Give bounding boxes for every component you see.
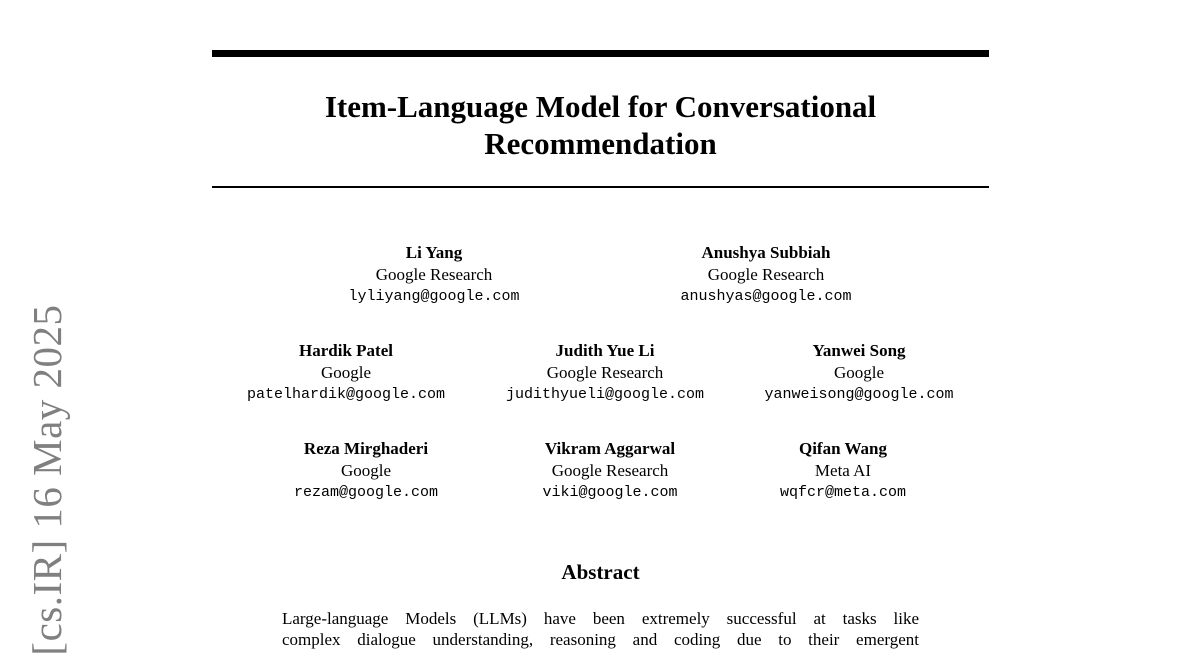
author-block	[465, 340, 745, 406]
author-name: Yanwei Song	[812, 341, 906, 360]
author-name: Hardik Patel	[299, 341, 393, 360]
author-name: Judith Yue Li	[555, 341, 655, 360]
author-affiliation: Meta AI	[814, 461, 872, 480]
author-affiliation: Google	[340, 461, 392, 480]
author-block	[719, 340, 999, 406]
abstract-line: Large-language Models (LLMs) have been extremely successful at tasks like	[282, 609, 919, 628]
author-affiliation: Google	[833, 363, 885, 382]
arxiv-stamp: [cs.IR] 16 May 2025	[24, 304, 70, 656]
author-email[interactable]: patelhardik@google.com	[246, 386, 446, 403]
author-name: Anushya Subbiah	[701, 243, 831, 262]
abstract-text	[282, 608, 919, 650]
author-email[interactable]: lyliyang@google.com	[348, 288, 520, 305]
abstract-heading: Abstract	[561, 560, 640, 584]
author-affiliation: Google	[320, 363, 372, 382]
author-name: Vikram Aggarwal	[544, 439, 676, 458]
author-block	[206, 340, 486, 406]
author-email[interactable]: viki@google.com	[542, 484, 678, 501]
abstract-line: complex dialogue understanding, reasoning and coding due to their emergent	[282, 630, 919, 649]
title-line-2: Recommendation	[484, 126, 717, 161]
author-email[interactable]: rezam@google.com	[293, 484, 439, 501]
author-email[interactable]: anushyas@google.com	[680, 288, 852, 305]
paper-title	[212, 88, 989, 162]
author-email[interactable]: yanweisong@google.com	[764, 386, 954, 403]
title-line-1: Item-Language Model for Conversational	[324, 89, 877, 124]
author-block	[703, 438, 983, 504]
top-rule	[212, 50, 989, 57]
author-block	[626, 242, 906, 308]
author-affiliation: Google Research	[375, 265, 493, 284]
author-name: Li Yang	[405, 243, 463, 262]
author-affiliation: Google Research	[546, 363, 664, 382]
author-affiliation: Google Research	[551, 461, 669, 480]
author-block	[294, 242, 574, 308]
author-email[interactable]: judithyueli@google.com	[505, 386, 705, 403]
author-name: Reza Mirghaderi	[303, 439, 429, 458]
author-block	[226, 438, 506, 504]
author-email[interactable]: wqfcr@meta.com	[779, 484, 907, 501]
author-affiliation: Google Research	[707, 265, 825, 284]
title-rule	[212, 186, 989, 188]
author-name: Qifan Wang	[798, 439, 888, 458]
